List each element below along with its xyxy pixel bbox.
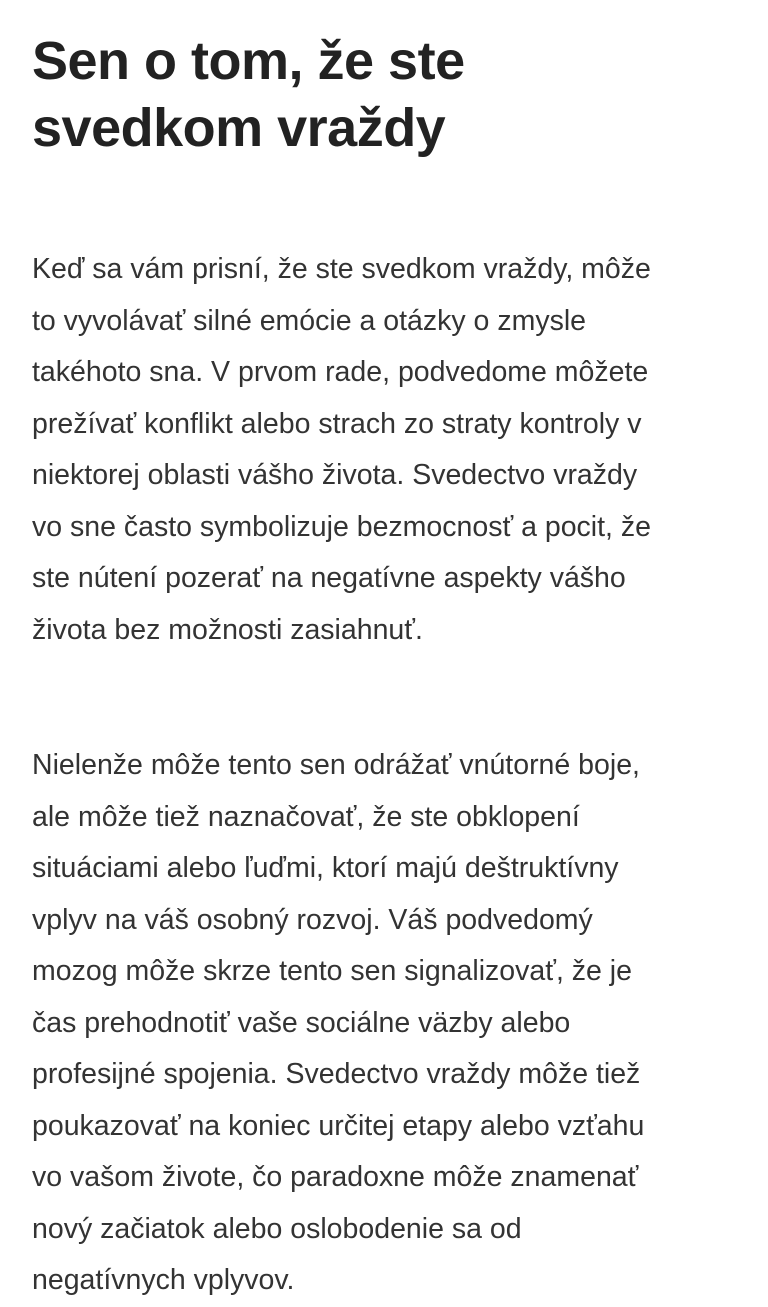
paragraph-line: profesijné spojenia. Svedectvo vraždy môže tiež (32, 1058, 641, 1090)
paragraph-line: vplyv na váš osobný rozvoj. Váš podvedomý (32, 903, 593, 936)
paragraph-line: Nielenže môže tento sen odrážať vnútorné boje, (32, 749, 640, 781)
paragraph-line: života bez možnosti zasiahnuť. (32, 613, 423, 646)
paragraph-line: negatívnych vplyvov. (32, 1264, 295, 1296)
paragraph-line: vo sne často symbolizuje bezmocnosť a pocit, že (32, 510, 651, 543)
article (32, 0, 732, 1307)
paragraph-line: situáciami alebo ľuďmi, ktorí majú deštruktívny (32, 852, 619, 884)
paragraph-line: Keď sa vám prisní, že ste svedkom vraždy, môže (32, 253, 651, 285)
paragraph-line: ste nútení pozerať na negatívne aspekty vášho (32, 562, 626, 594)
paragraph-line: nový začiatok alebo oslobodenie sa od (32, 1212, 522, 1245)
paragraph-line: ale môže tiež naznačovať, že ste obklopení (32, 800, 580, 833)
paragraph-line: to vyvolávať silné emócie a otázky o zmysle (32, 304, 586, 337)
paragraph-line: prežívať konflikt alebo strach zo straty kontroly v (32, 407, 642, 440)
paragraph-line: niektorej oblasti vášho života. Svedectvo vraždy (32, 459, 638, 491)
article-title-line-1: Sen o tom, že ste (32, 31, 465, 91)
paragraph-line: mozog môže skrze tento sen signalizovať, že je (32, 955, 632, 987)
paragraph-line: poukazovať na koniec určitej etapy alebo vzťahu (32, 1109, 645, 1142)
paragraph-line: čas prehodnotiť vaše sociálne väzby alebo (32, 1006, 571, 1039)
article-title-line-2: svedkom vraždy (32, 98, 446, 158)
article-paragraph-1 (32, 244, 732, 656)
article-paragraph-2 (32, 740, 732, 1307)
paragraph-line: vo vašom živote, čo paradoxne môže znamenať (32, 1161, 639, 1193)
article-title (32, 0, 732, 162)
paragraph-line: takéhoto sna. V prvom rade, podvedome môžete (32, 356, 649, 388)
